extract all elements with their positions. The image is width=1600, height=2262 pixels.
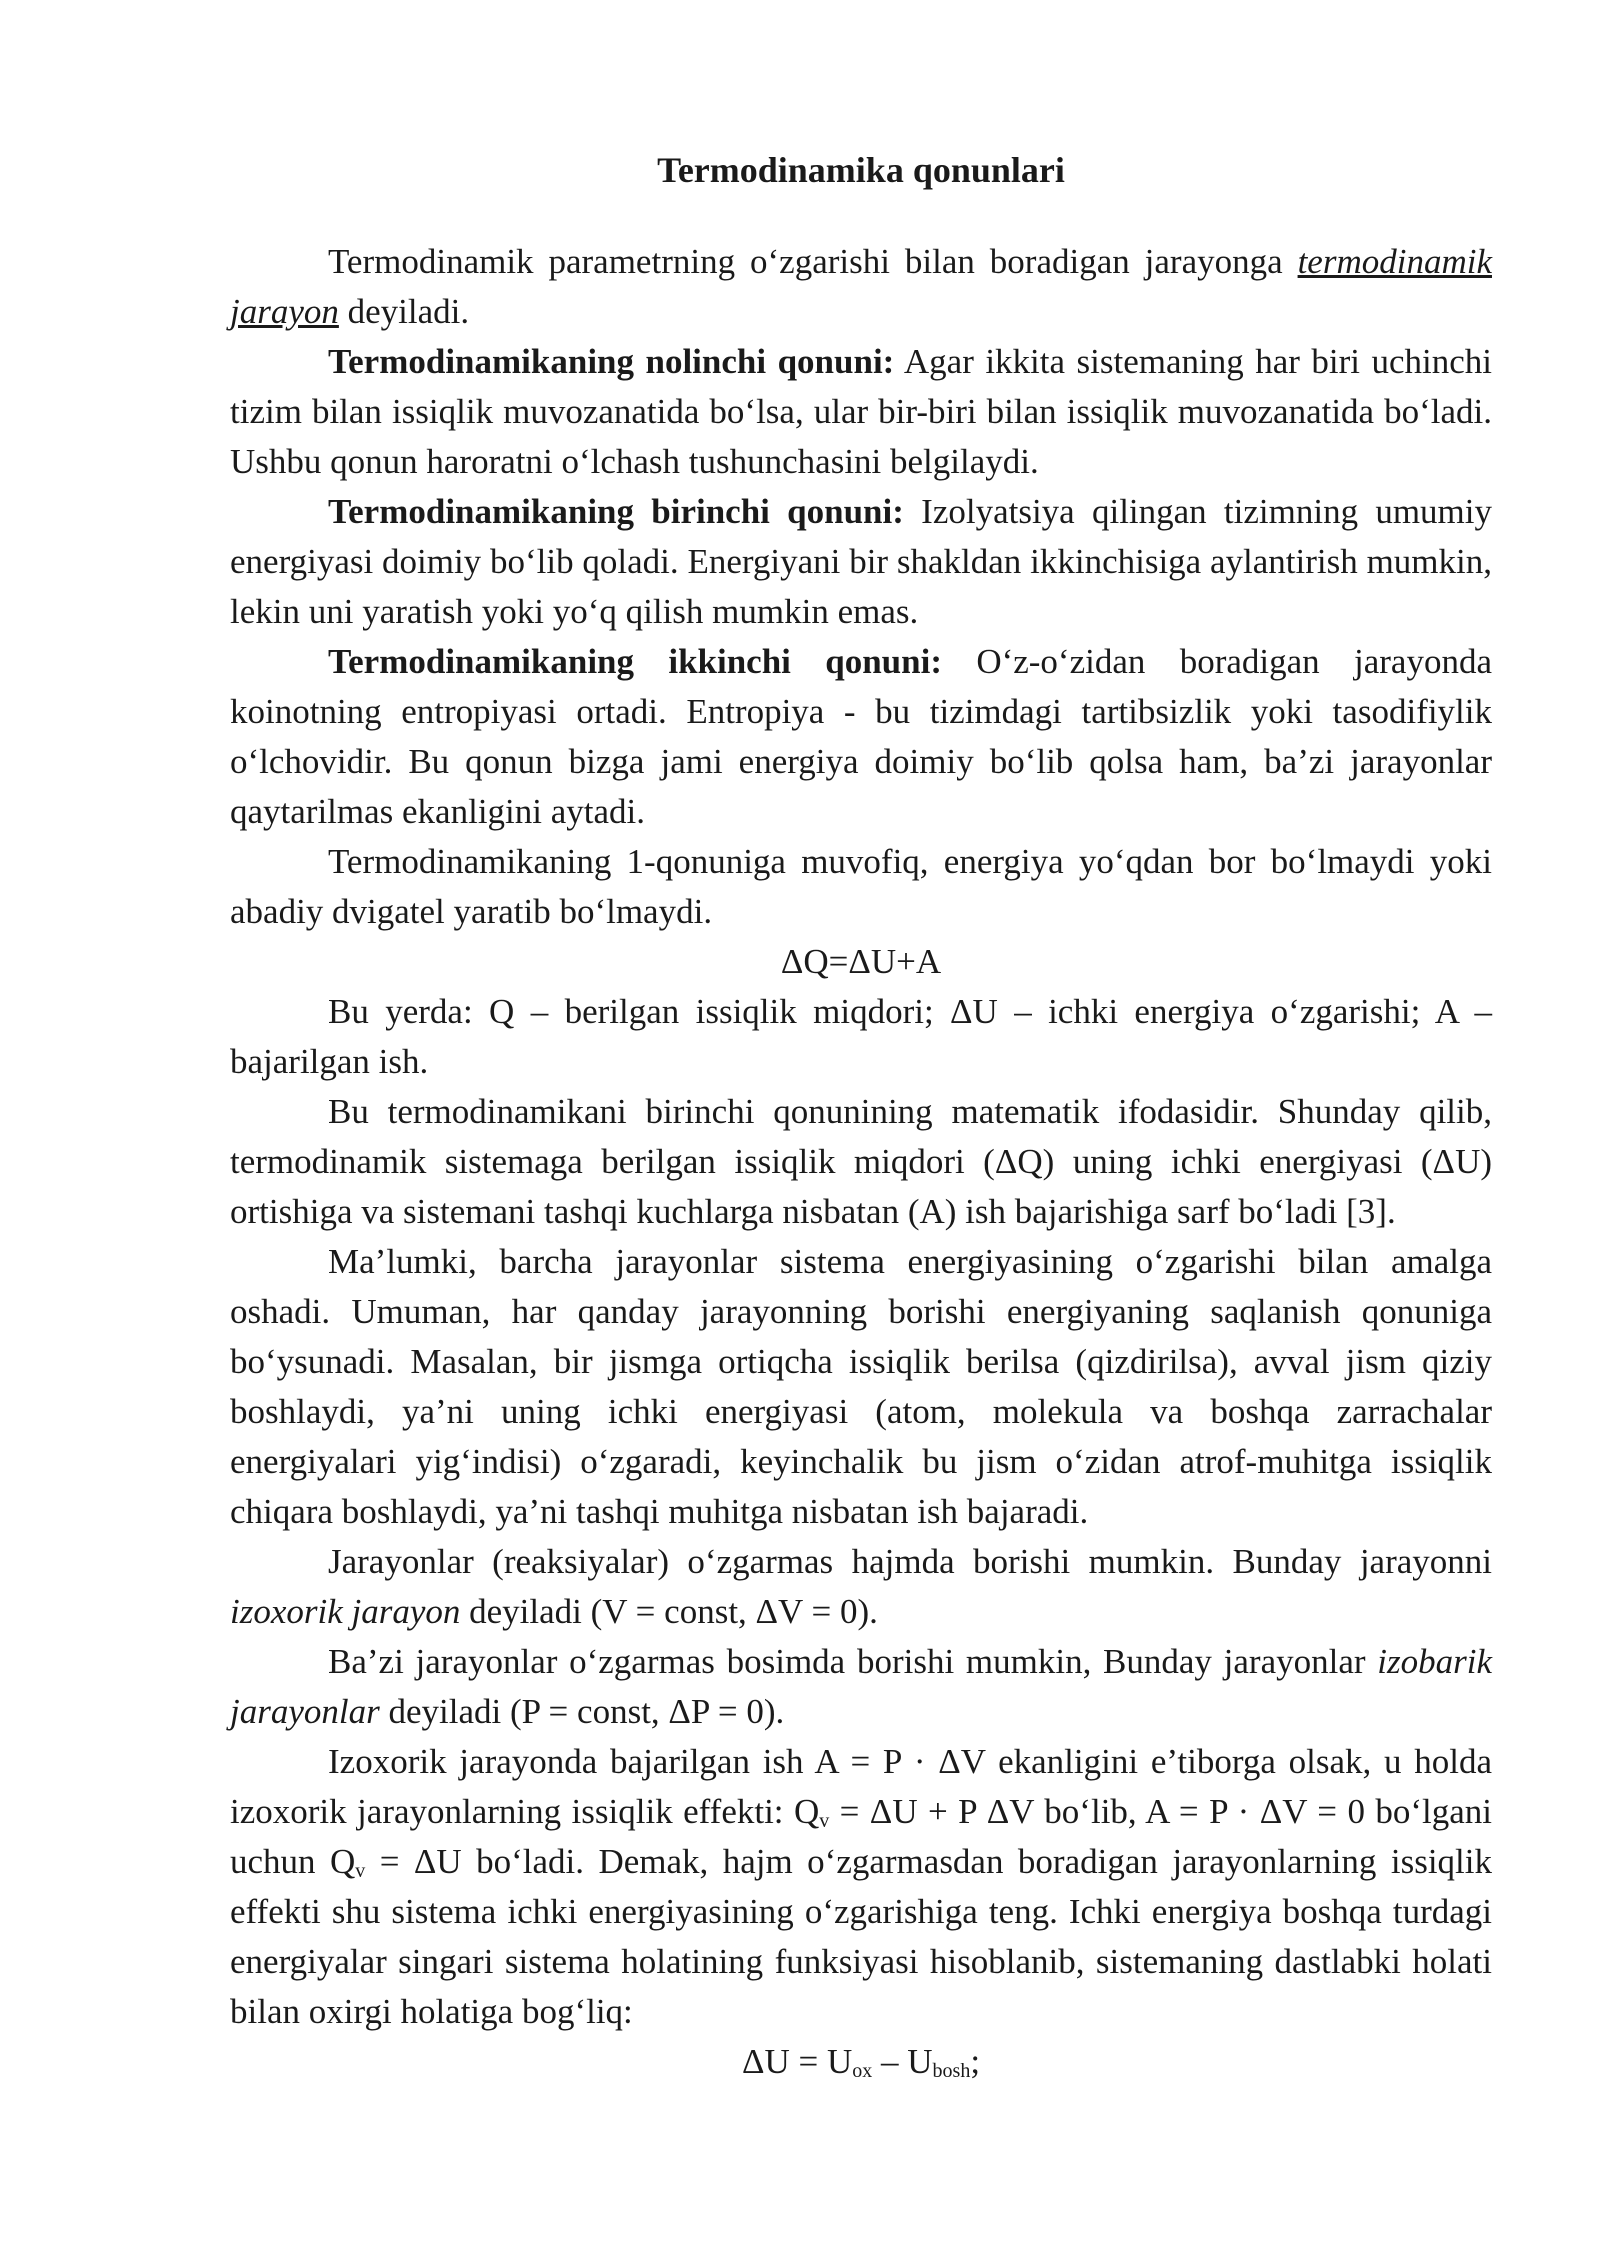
second-law-heading: Termodinamikaning ikkinchi qonuni: (328, 642, 942, 681)
paragraph-formula-explanation: Bu termodinamikani birinchi qonunining matematik ifodasidir. Shunday qilib, termodinamik sistemaga berilgan issiqlik miqdori (ΔQ) uning ichki energiyasi (ΔU) ortishiga va sistemani tashqi kuchlarga nisbatan (A) ish bajarishiga sarf bo‘ladi [3]. (230, 1092, 1492, 1231)
paragraph-formula-legend: Bu yerda: Q – berilgan issiqlik miqdori; ΔU – ichki energiya o‘zgarishi; A – bajarilgan ish. (230, 992, 1492, 1081)
document-page (230, 145, 1492, 2087)
paragraph-isobaric: Ba’zi jarayonlar o‘zgarmas bosimda borishi mumkin, Bunday jarayonlar izobarik jarayonlar deyiladi (P = const, ΔP = 0). (230, 1642, 1492, 1731)
paragraph-isochoric: Jarayonlar (reaksiyalar) o‘zgarmas hajmda borishi mumkin. Bunday jarayonni izoxorik jarayon deyiladi (V = const, ΔV = 0). (230, 1542, 1492, 1631)
zeroth-law-heading: Termodinamikaning nolinchi qonuni: (328, 342, 895, 381)
first-law-heading: Termodinamikaning birinchi qonuni: (328, 492, 904, 531)
paragraph-isochoric-heat-effect: Izoxorik jarayonda bajarilgan ish A = P · ΔV ekanligini e’tiborga olsak, u holda izoxorik jarayonlarning issiqlik effekti: $Q_v = \Delta U + P$ ΔV bo‘lib, A = P · ΔV = 0 bo‘lgani uchun $Q_v = \Delta U$ bo‘ladi. Demak, hajm o‘zgarmasdan boradigan jarayonlarning issiqlik effekti shu sistema ichki energiyasining o‘zgarishiga teng. Ichki energiya boshqa turdagi energiyalar singari sistema holatining funksiyasi hisoblanib, sistemaning dastlabki holati bilan oxirgi holatiga bog‘liq: (230, 1742, 1493, 2031)
term-isochoric-process: izoxorik jarayon (230, 1592, 461, 1631)
paragraph-first-law-consequence: Termodinamikaning 1-qonuniga muvofiq, energiya yo‘qdan bor bo‘lmaydi yoki abadiy dvigatel yaratib bo‘lmaydi. (230, 842, 1492, 931)
term-thermodynamic-process: termodinamik jarayon (230, 242, 1492, 331)
paragraph-zeroth-law: Termodinamikaning nolinchi qonuni: Agar ikkita sistemaning har biri uchinchi tizim bilan issiqlik muvozanatida bo‘lsa, ular bir-biri bilan issiqlik muvozanatida bo‘ladi. Ushbu qonun haroratni o‘lchash tushunchasini belgilaydi. (230, 342, 1492, 481)
paragraph-thermodynamic-process: Termodinamik parametrning o‘zgarishi bilan boradigan jarayonga termodinamik jarayon deyiladi. (230, 242, 1492, 331)
page-title: Termodinamika qonunlari (657, 150, 1065, 190)
paragraph-energy-change: Ma’lumki, barcha jarayonlar sistema energiyasining o‘zgarishi bilan amalga oshadi. Umuman, har qanday jarayonning borishi energiyaning saqlanish qonuniga bo‘ysunadi. Masalan, bir jismga ortiqcha issiqlik berilsa (qizdirilsa), avval jism qiziy boshlaydi, ya’ni uning ichki energiyasi (atom, molekula va boshqa zarrachalar energiyalari yig‘indisi) o‘zgaradi, keyinchalik bu jism o‘zidan atrof-muhitga issiqlik chiqara boshlaydi, ya’ni tashqi muhitga nisbatan ish bajaradi. (230, 1242, 1492, 1531)
formula-internal-energy: $\Delta U = U_{ox} - U_{bosh}$; (741, 2042, 981, 2082)
term-isobaric-process: izobarik jarayonlar (230, 1642, 1492, 1731)
paragraph-first-law: Termodinamikaning birinchi qonuni: Izolyatsiya qilingan tizimning umumiy energiyasi doimiy bo‘lib qoladi. Energiyani bir shakldan ikkinchisiga aylantirish mumkin, lekin uni yaratish yoki yo‘q qilish mumkin emas. (230, 492, 1493, 631)
paragraph-second-law: Termodinamikaning ikkinchi qonuni: O‘z-o‘zidan boradigan jarayonda koinotning entropiyasi ortadi. Entropiya - bu tizimdagi tartibsizlik yoki tasodifiylik o‘lchovidir. Bu qonun bizga jami energiya doimiy bo‘lib qolsa ham, ba’zi jarayonlar qaytarilmas ekanligini aytadi. (230, 642, 1492, 831)
formula-first-law: ΔQ=ΔU+A (780, 942, 942, 981)
